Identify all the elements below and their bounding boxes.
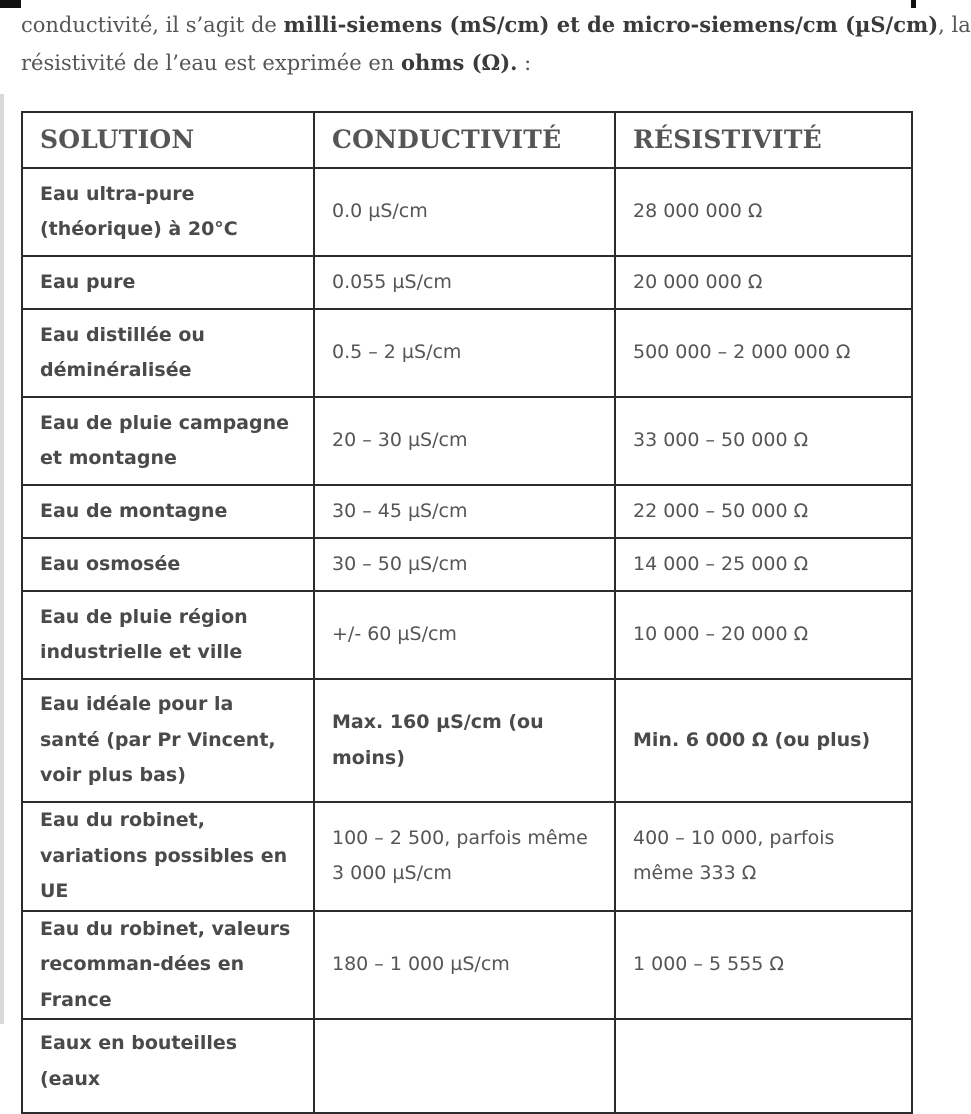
table-row [22,538,912,591]
solution-cell: Eaux en bouteilles (eaux [22,1019,314,1113]
conductivity-cell: 180 – 1 000 µS/cm [314,911,615,1020]
table-row [22,168,912,256]
intro-line-1 [21,6,971,44]
resistivity-cell: 33 000 – 50 000 Ω [615,397,912,485]
resistivity-cell: 14 000 – 25 000 Ω [615,538,912,591]
solution-cell: Eau du robinet, valeurs recomman-dées en France [22,911,314,1020]
intro-paragraph [21,6,971,82]
intro-line-2 [21,44,911,82]
intro-text-1c: , la [938,13,971,37]
header-solution: SOLUTION [22,112,314,168]
resistivity-cell: 500 000 – 2 000 000 Ω [615,309,912,397]
resistivity-cell: 1 000 – 5 555 Ω [615,911,912,1020]
solution-cell: Eau distillée ou déminéralisée [22,309,314,397]
conductivity-cell: Max. 160 µS/cm (ou moins) [314,679,615,802]
conductivity-cell: 30 – 45 µS/cm [314,485,615,538]
conductivity-cell: 20 – 30 µS/cm [314,397,615,485]
left-margin-rule [0,94,4,1024]
conductivity-cell: +/- 60 µS/cm [314,591,615,679]
resistivity-cell: 28 000 000 Ω [615,168,912,256]
table-row [22,485,912,538]
table-row [22,256,912,309]
top-cutoff [21,0,911,10]
resistivity-cell [615,1019,912,1113]
table-row [22,397,912,485]
intro-units-bold: milli-siemens (mS/cm) et de micro-siemens/cm (µS/cm) [283,12,939,37]
solution-cell: Eau de montagne [22,485,314,538]
table-row [22,802,912,911]
solution-cell: Eau osmosée [22,538,314,591]
resistivity-cell: 400 – 10 000, parfois même 333 Ω [615,802,912,911]
conductivity-cell: 100 – 2 500, parfois même 3 000 µS/cm [314,802,615,911]
solution-cell: Eau de pluie région industrielle et ville [22,591,314,679]
conductivity-cell: 30 – 50 µS/cm [314,538,615,591]
solution-cell: Eau pure [22,256,314,309]
intro-ohms-bold: ohms (Ω). [400,50,518,75]
intro-text-2c: : [517,51,532,75]
table-row [22,1019,912,1113]
header-resistivity: RÉSISTIVITÉ [615,112,912,168]
table-row [22,911,912,1020]
conductivity-table [21,111,913,1114]
conductivity-cell [314,1019,615,1113]
table-row [22,309,912,397]
resistivity-cell: Min. 6 000 Ω (ou plus) [615,679,912,802]
solution-cell: Eau de pluie campagne et montagne [22,397,314,485]
intro-text-2a: résistivité de l’eau est exprimée en [21,51,401,75]
solution-cell: Eau idéale pour la santé (par Pr Vincent, voir plus bas) [22,679,314,802]
resistivity-cell: 22 000 – 50 000 Ω [615,485,912,538]
conductivity-cell: 0.055 µS/cm [314,256,615,309]
conductivity-cell: 0.0 µS/cm [314,168,615,256]
table-row-highlight [22,679,912,802]
resistivity-cell: 10 000 – 20 000 Ω [615,591,912,679]
solution-cell: Eau ultra-pure (théorique) à 20°C [22,168,314,256]
intro-text-1a: conductivité, il s’agit de [21,13,284,37]
solution-cell: Eau du robinet, variations possibles en UE [22,802,314,911]
header-conductivity: CONDUCTIVITÉ [314,112,615,168]
conductivity-cell: 0.5 – 2 µS/cm [314,309,615,397]
table-row [22,591,912,679]
resistivity-cell: 20 000 000 Ω [615,256,912,309]
table-header-row [22,112,912,168]
